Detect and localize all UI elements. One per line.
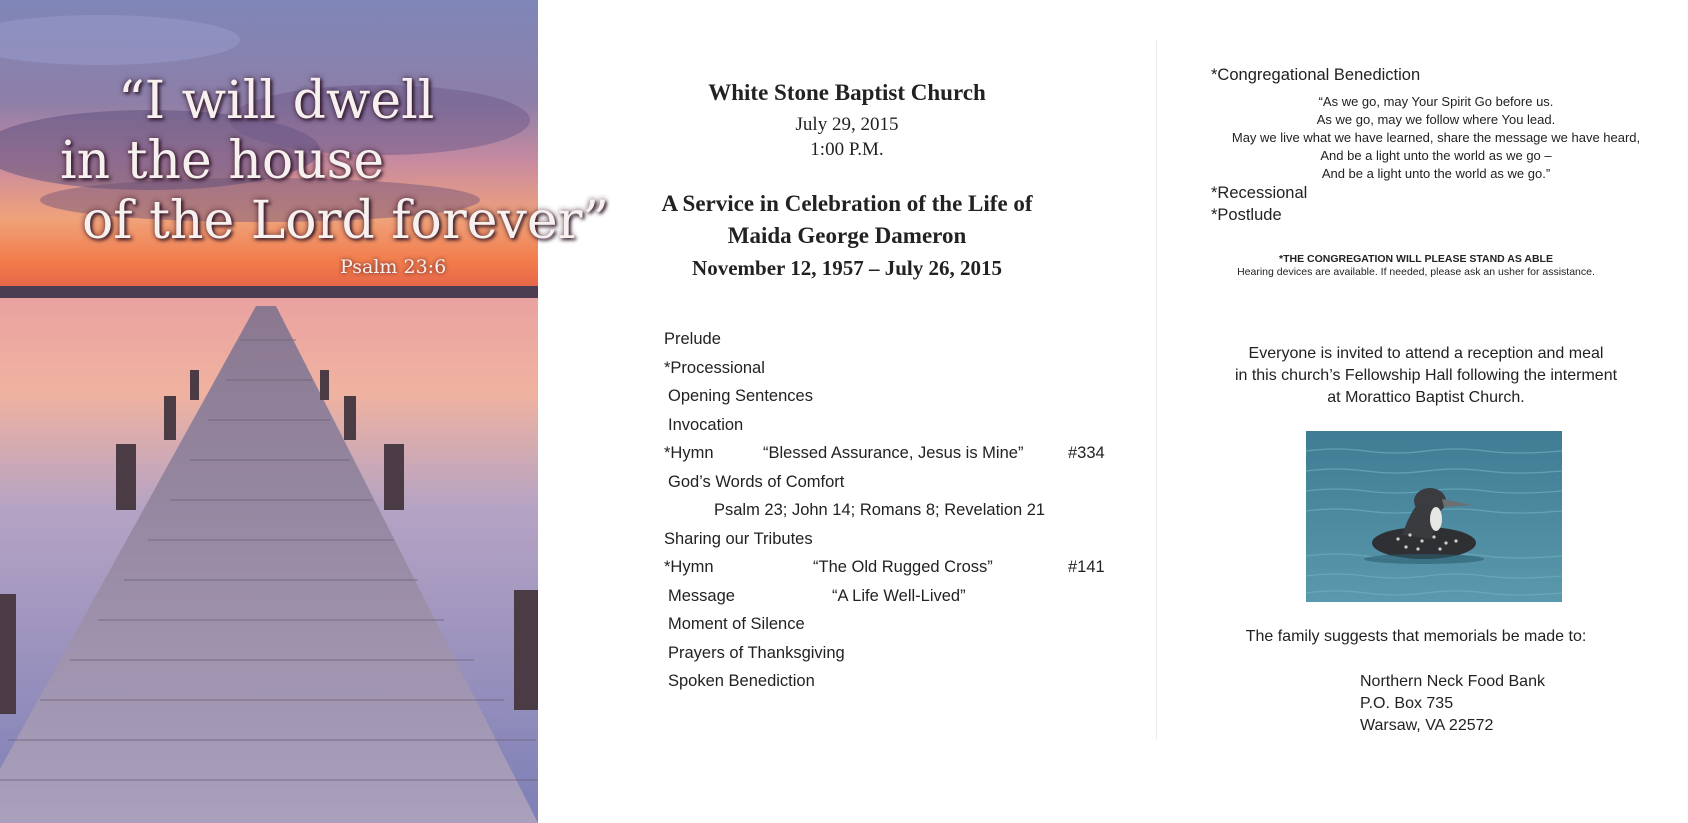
honoree-dates: November 12, 1957 – July 26, 2015 [692, 256, 1002, 280]
benediction-line: “As we go, may Your Spirit Go before us. [1318, 94, 1554, 109]
cover-panel [0, 0, 610, 823]
memorials-intro: The family suggests that memorials be made to: [1245, 628, 1587, 645]
program-item [664, 387, 1144, 416]
closing-panel [1156, 0, 1688, 823]
program-item-label: Spoken Benediction [668, 672, 815, 690]
reception-line: Everyone is invited to attend a reception and meal [1248, 345, 1604, 362]
program-item [664, 644, 1144, 673]
program-item-label: *Processional [664, 358, 765, 377]
hymn-number: #334 [1068, 444, 1105, 462]
service-date: July 29, 2015 [795, 114, 899, 135]
program-item-label: God’s Words of Comfort [668, 472, 845, 491]
verse-line-3: of the Lord forever” [82, 191, 610, 251]
hymn-title: “Blessed Assurance, Jesus is Mine” [763, 444, 1024, 462]
reception-line: in this church’s Fellowship Hall following the interment [1234, 367, 1618, 384]
message-title: “A Life Well-Lived” [832, 586, 966, 605]
program-item [664, 530, 1144, 559]
postlude: *Postlude [1211, 206, 1282, 224]
loon-photo [1306, 431, 1562, 602]
program-item-label: Moment of Silence [668, 615, 805, 633]
service-title: A Service in Celebration of the Life of [661, 191, 1033, 216]
program-item [664, 473, 1144, 502]
program-item [664, 444, 1144, 473]
program-item [664, 587, 1144, 616]
program-item-label: Opening Sentences [668, 387, 813, 405]
hymn-title: “The Old Rugged Cross” [813, 558, 993, 576]
program-item-label: *Hymn [664, 558, 714, 576]
reception-line: at Morattico Baptist Church. [1327, 389, 1525, 406]
church-name: White Stone Baptist Church [708, 80, 986, 105]
program-item [664, 359, 1144, 388]
program-item [664, 672, 1144, 701]
memorial-po-box: P.O. Box 735 [1360, 695, 1454, 712]
benediction-line: And be a light unto the world as we go.” [1321, 166, 1551, 181]
hymn-number: #141 [1068, 558, 1105, 576]
service-time: 1:00 P.M. [810, 139, 884, 160]
hearing-note: Hearing devices are available. If needed, please ask an usher for assistance. [1237, 266, 1595, 278]
memorial-organization: Northern Neck Food Bank [1360, 673, 1545, 690]
program-item-label: Invocation [668, 415, 744, 434]
program-item-label: Prelude [664, 330, 721, 348]
program-item-label: Prayers of Thanksgiving [668, 643, 845, 662]
benediction-heading: *Congregational Benediction [1211, 66, 1421, 84]
reception-invitation [1216, 343, 1636, 409]
program-item [664, 416, 1144, 445]
benediction-line: And be a light unto the world as we go – [1320, 148, 1552, 163]
program-item-label: Sharing our Tributes [664, 529, 813, 548]
memorial-city: Warsaw, VA 22572 [1360, 717, 1494, 734]
recessional: *Recessional [1211, 184, 1308, 202]
stand-note: *THE CONGREGATION WILL PLEASE STAND AS ABLE [1279, 253, 1553, 265]
verse-line-2: in the house [60, 131, 385, 191]
program-item-label: Message [668, 586, 735, 605]
scripture-readings: Psalm 23; John 14; Romans 8; Revelation 21 [714, 501, 1046, 519]
honoree-name: Maida George Dameron [727, 223, 967, 248]
verse-line-1: “I will dwell [118, 71, 435, 131]
program-item [664, 615, 1144, 644]
benediction-line: May we live what we have learned, share the message we have heard, [1231, 130, 1641, 145]
program-list [664, 330, 1144, 701]
benediction-text [1216, 93, 1656, 183]
program-item-label: *Hymn [664, 444, 714, 462]
program-item [664, 501, 1144, 530]
program-item [664, 558, 1144, 587]
order-of-service-panel [538, 0, 1156, 823]
program-item [664, 330, 1144, 359]
memorial-address [1360, 671, 1545, 737]
benediction-line: As we go, may we follow where You lead. [1316, 112, 1556, 127]
verse-reference: Psalm 23:6 [340, 256, 447, 278]
